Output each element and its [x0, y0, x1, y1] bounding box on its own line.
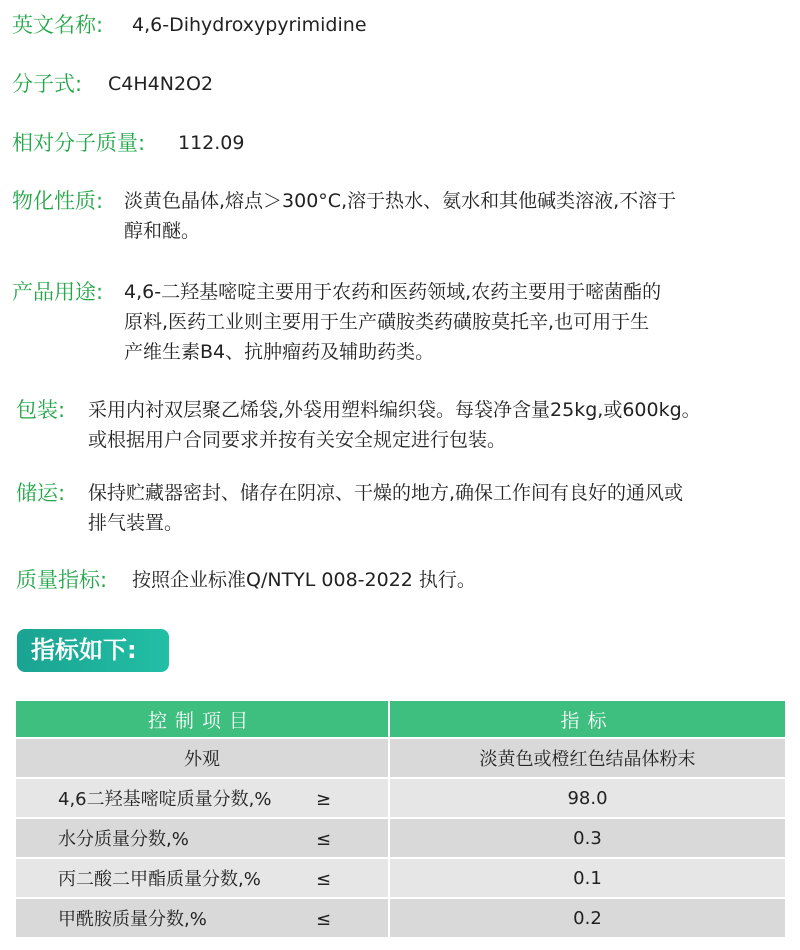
field-line: 按照企业标准Q/NTYL 008-2022 执行。 — [132, 569, 476, 591]
field-value — [178, 128, 788, 158]
table-row — [15, 858, 786, 898]
value-cell: 98.0 — [389, 778, 786, 818]
spec-heading-badge: 指标如下: — [17, 629, 169, 672]
field-line: 4,6-Dihydroxypyrimidine — [132, 14, 367, 36]
table-row — [15, 818, 786, 858]
field-label: 物化性质: — [12, 189, 104, 213]
value-cell: 0.2 — [389, 898, 786, 938]
param-name: 4,6二羟基嘧啶质量分数,% — [58, 789, 272, 810]
field-label: 相对分子质量: — [12, 131, 146, 155]
field-value — [124, 277, 788, 367]
param-operator: ≤ — [316, 909, 332, 930]
param-cell — [15, 738, 389, 778]
spec-table — [14, 699, 787, 939]
header-indicator: 指标 — [389, 700, 786, 738]
table-row — [15, 738, 786, 778]
field-line: 排气装置。 — [88, 512, 184, 534]
param-name: 丙二酸二甲酯质量分数,% — [58, 869, 261, 890]
value-cell: 0.3 — [389, 818, 786, 858]
table-header-row — [15, 700, 786, 738]
value-cell: 0.1 — [389, 858, 786, 898]
field-line: 醇和醚。 — [124, 220, 201, 242]
header-control-item: 控制项目 — [15, 700, 389, 738]
field-value — [132, 10, 788, 40]
param-name: 甲酰胺质量分数,% — [58, 909, 207, 930]
field-label: 储运: — [16, 481, 66, 505]
field-line: 4,6-二羟基嘧啶主要用于农药和医药领域,农药主要用于嘧菌酯的 — [124, 281, 662, 303]
field-label: 分子式: — [12, 72, 83, 96]
param-cell — [15, 858, 389, 898]
param-operator: ≥ — [316, 789, 332, 810]
field-line: 淡黄色晶体,熔点＞300°C,溶于热水、氨水和其他碱类溶液,不溶于 — [124, 190, 677, 212]
param-cell — [15, 778, 389, 818]
field-line: 保持贮藏器密封、储存在阴凉、干燥的地方,确保工作间有良好的通风或 — [88, 482, 684, 504]
field-line: 原料,医药工业则主要用于生产磺胺类药磺胺莫托辛,也可用于生 — [124, 311, 650, 333]
field-value — [124, 186, 788, 246]
field-value — [132, 565, 788, 595]
param-name: 水分质量分数,% — [58, 829, 189, 850]
param-name: 外观 — [184, 749, 220, 770]
field-label: 产品用途: — [12, 280, 104, 304]
field-value — [88, 478, 788, 538]
field-line: 或根据用户合同要求并按有关安全规定进行包装。 — [88, 429, 507, 451]
field-label: 质量指标: — [16, 568, 108, 592]
field-value — [88, 395, 788, 455]
field-label: 英文名称: — [12, 13, 104, 37]
field-line: 112.09 — [178, 132, 245, 154]
value-cell: 淡黄色或橙红色结晶体粉末 — [389, 738, 786, 778]
param-operator: ≤ — [316, 829, 332, 850]
param-operator: ≤ — [316, 869, 332, 890]
table-row — [15, 778, 786, 818]
field-line: C4H4N2O2 — [108, 73, 214, 95]
field-line: 产维生素B4、抗肿瘤药及辅助药类。 — [124, 341, 435, 363]
param-cell — [15, 818, 389, 858]
field-value — [108, 69, 788, 99]
field-label: 包装: — [16, 398, 66, 422]
param-cell — [15, 898, 389, 938]
table-row — [15, 898, 786, 938]
field-line: 采用内衬双层聚乙烯袋,外袋用塑料编织袋。每袋净含量25kg,或600kg。 — [88, 399, 701, 421]
